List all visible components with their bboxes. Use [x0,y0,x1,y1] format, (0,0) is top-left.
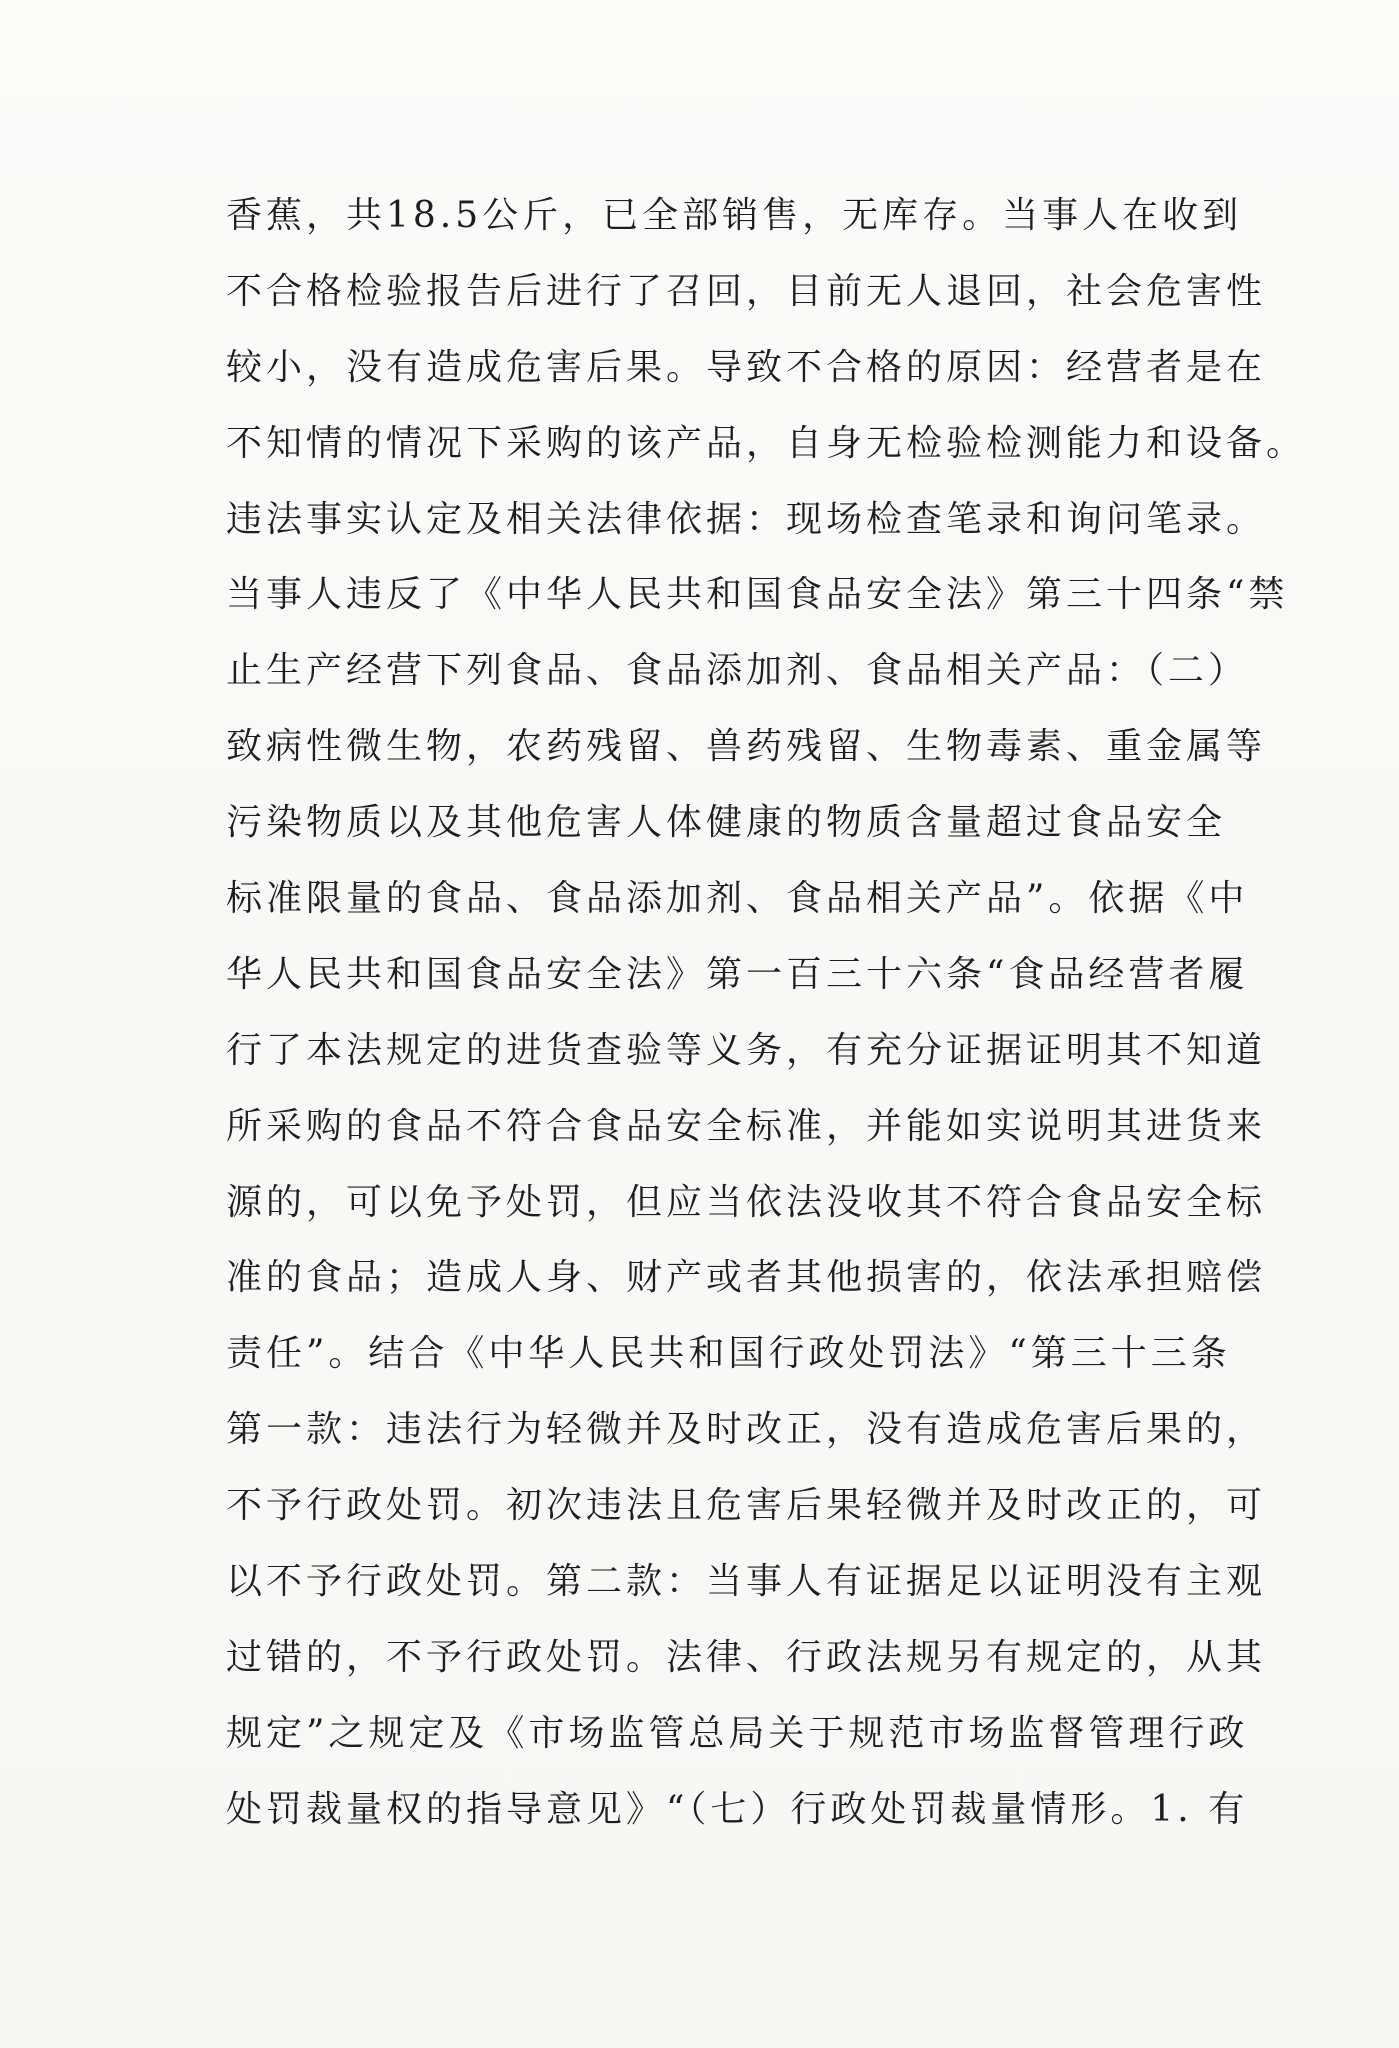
text-line: 准的食品；造成人身、财产或者其他损害的，依法承担赔偿 [226,1257,1267,1299]
text-line: 较小，没有造成危害后果。导致不合格的原因：经营者是在 [226,346,1267,388]
text-line: 华人民共和国食品安全法》第一百三十六条“食品经营者履 [226,953,1249,995]
text-line: 第一款：违法行为轻微并及时改正，没有造成危害后果的， [226,1409,1267,1451]
text-line: 标准限量的食品、食品添加剂、食品相关产品”。依据《中 [226,878,1249,920]
text-line: 源的，可以免予处罚，但应当依法没收其不符合食品安全标 [226,1181,1267,1223]
text-line: 当事人违反了《中华人民共和国食品安全法》第三十四条“禁 [226,574,1289,616]
text-line: 以不予行政处罚。第二款：当事人有证据足以证明没有主观 [226,1561,1267,1603]
text-line: 香蕉，共18.5公斤，已全部销售，无库存。当事人在收到 [226,195,1243,236]
text-line: 不予行政处罚。初次违法且危害后果轻微并及时改正的，可 [226,1485,1267,1527]
text-line: 不合格检验报告后进行了召回，目前无人退回，社会危害性 [226,270,1267,312]
text-line: 所采购的食品不符合食品安全标准，并能如实说明其进货来 [226,1105,1267,1147]
text-line: 致病性微生物，农药残留、兽药残留、生物毒素、重金属等 [226,726,1267,768]
document-body [226,178,1307,1848]
text-line: 行了本法规定的进货查验等义务，有充分证据证明其不知道 [226,1029,1267,1071]
text-line: 不知情的情况下采购的该产品，自身无检验检测能力和设备。 [226,422,1307,464]
text-line: 违法事实认定及相关法律依据：现场检查笔录和询问笔录。 [226,498,1267,540]
text-line: 过错的，不予行政处罚。法律、行政法规另有规定的，从其 [226,1636,1267,1678]
text-line: 止生产经营下列食品、食品添加剂、食品相关产品：（二） [226,650,1249,692]
text-line: 规定”之规定及《市场监管总局关于规范市场监督管理行政 [226,1712,1249,1754]
text-line: 处罚裁量权的指导意见》“（七）行政处罚裁量情形。1. 有 [226,1788,1249,1830]
text-line: 责任”。结合《中华人民共和国行政处罚法》“第三十三条 [226,1333,1231,1375]
text-line: 污染物质以及其他危害人体健康的物质含量超过食品安全 [226,802,1227,844]
